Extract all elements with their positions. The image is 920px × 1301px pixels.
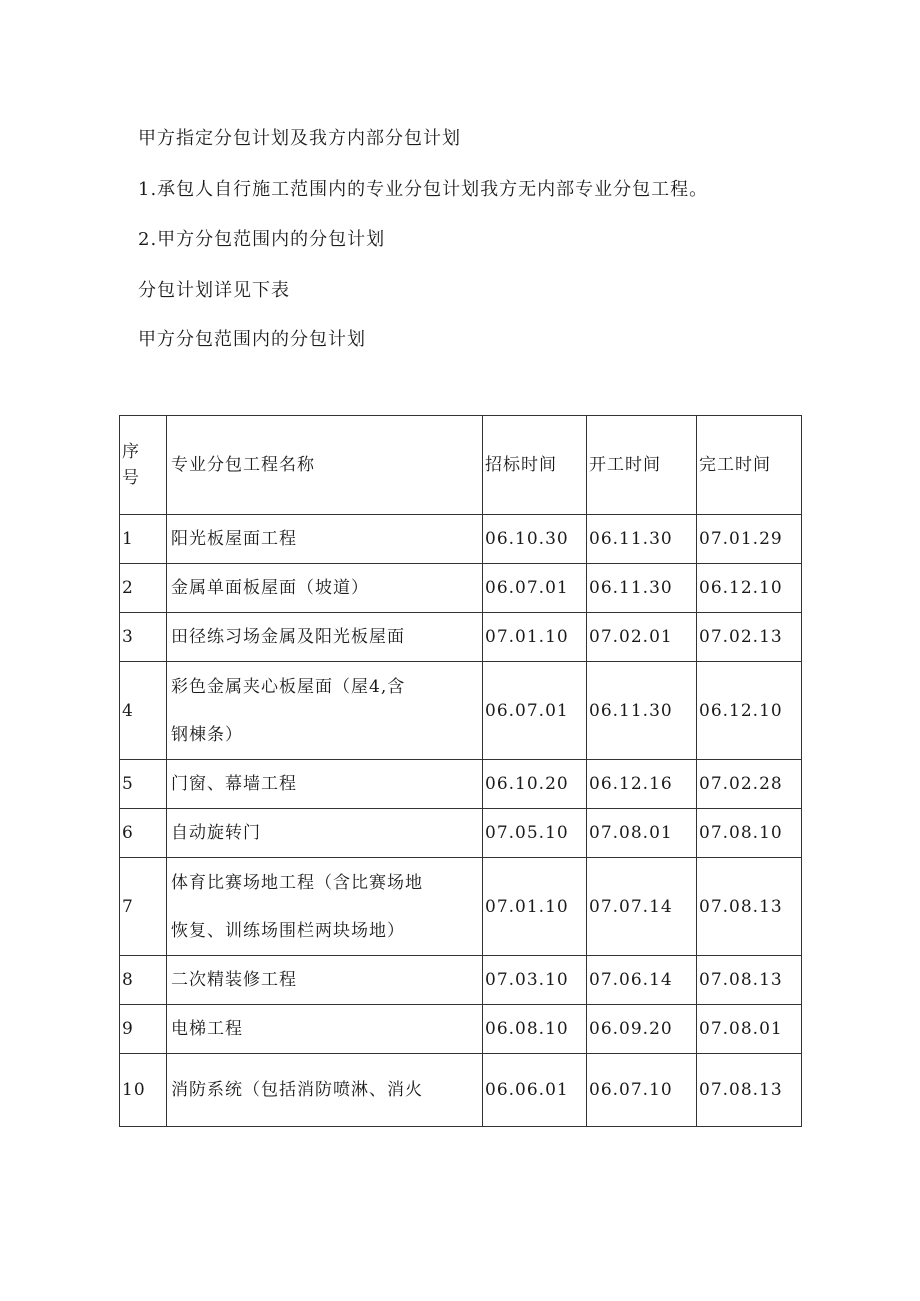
row-bid-time: 06.07.01 [483, 564, 587, 613]
row-no: 4 [120, 662, 167, 760]
row-no: 5 [120, 760, 167, 809]
row-name: 金属单面板屋面（坡道） [167, 564, 483, 613]
row-finish-time: 07.08.01 [697, 1005, 802, 1054]
row-name-line1: 彩色金属夹心板屋面（屋4,含 [171, 676, 406, 697]
row-no: 8 [120, 956, 167, 1005]
row-start-time: 07.06.14 [587, 956, 697, 1005]
row-name-line2: 钢棟条） [171, 724, 243, 745]
row-start-time: 07.07.14 [587, 858, 697, 956]
row-start-time: 06.11.30 [587, 515, 697, 564]
subcontract-plan-table [119, 415, 802, 1127]
table-row [120, 515, 802, 564]
table-row [120, 760, 802, 809]
paragraph-item-1: 1.承包人自行施工范围内的专业分包计划我方无内部专业分包工程。 [138, 179, 709, 200]
row-name: 二次精装修工程 [167, 956, 483, 1005]
row-start-time: 07.02.01 [587, 613, 697, 662]
table-row [120, 809, 802, 858]
header-start-time: 开工时间 [587, 416, 697, 515]
row-name: 消防系统（包括消防喷淋、消火 [167, 1054, 483, 1127]
header-no-line2: 号 [122, 468, 140, 488]
row-name: 门窗、幕墙工程 [167, 760, 483, 809]
table-header-row [120, 416, 802, 515]
table-row [120, 564, 802, 613]
table-row [120, 613, 802, 662]
row-name: 电梯工程 [167, 1005, 483, 1054]
row-bid-time: 07.05.10 [483, 809, 587, 858]
row-name: 自动旋转门 [167, 809, 483, 858]
row-start-time: 06.07.10 [587, 1054, 697, 1127]
table-caption: 甲方分包范围内的分包计划 [138, 329, 366, 350]
row-no: 7 [120, 858, 167, 956]
paragraph-note: 分包计划详见下表 [138, 280, 290, 301]
section-heading: 甲方指定分包计划及我方内部分包计划 [138, 128, 461, 149]
row-no: 9 [120, 1005, 167, 1054]
header-name: 专业分包工程名称 [167, 416, 483, 515]
header-no-line1: 序 [122, 442, 140, 462]
table-row [120, 956, 802, 1005]
row-start-time: 06.09.20 [587, 1005, 697, 1054]
row-bid-time: 07.01.10 [483, 613, 587, 662]
row-finish-time: 07.08.13 [697, 1054, 802, 1127]
row-finish-time: 06.12.10 [697, 662, 802, 760]
paragraph-item-2: 2.甲方分包范围内的分包计划 [138, 229, 386, 250]
header-no [120, 416, 167, 515]
header-bid-time: 招标时间 [483, 416, 587, 515]
row-bid-time: 07.03.10 [483, 956, 587, 1005]
row-finish-time: 06.12.10 [697, 564, 802, 613]
row-bid-time: 07.01.10 [483, 858, 587, 956]
row-finish-time: 07.01.29 [697, 515, 802, 564]
row-name [167, 858, 483, 956]
row-name: 阳光板屋面工程 [167, 515, 483, 564]
row-name-line1: 体育比赛场地工程（含比赛场地 [171, 872, 423, 893]
row-start-time: 06.11.30 [587, 564, 697, 613]
row-bid-time: 06.10.20 [483, 760, 587, 809]
row-bid-time: 06.07.01 [483, 662, 587, 760]
row-finish-time: 07.02.28 [697, 760, 802, 809]
row-name: 田径练习场金属及阳光板屋面 [167, 613, 483, 662]
row-bid-time: 06.06.01 [483, 1054, 587, 1127]
table-row [120, 858, 802, 956]
row-name-line2: 恢复、训练场围栏两块场地） [171, 920, 405, 941]
row-no: 3 [120, 613, 167, 662]
row-start-time: 06.12.16 [587, 760, 697, 809]
header-finish-time: 完工时间 [697, 416, 802, 515]
row-bid-time: 06.10.30 [483, 515, 587, 564]
table-row [120, 1005, 802, 1054]
row-no: 6 [120, 809, 167, 858]
row-no: 10 [120, 1054, 167, 1127]
row-finish-time: 07.08.13 [697, 858, 802, 956]
row-no: 1 [120, 515, 167, 564]
table-row [120, 1054, 802, 1127]
row-start-time: 07.08.01 [587, 809, 697, 858]
row-no: 2 [120, 564, 167, 613]
row-finish-time: 07.08.13 [697, 956, 802, 1005]
table-row [120, 662, 802, 760]
row-name [167, 662, 483, 760]
row-finish-time: 07.02.13 [697, 613, 802, 662]
row-start-time: 06.11.30 [587, 662, 697, 760]
row-finish-time: 07.08.10 [697, 809, 802, 858]
row-bid-time: 06.08.10 [483, 1005, 587, 1054]
